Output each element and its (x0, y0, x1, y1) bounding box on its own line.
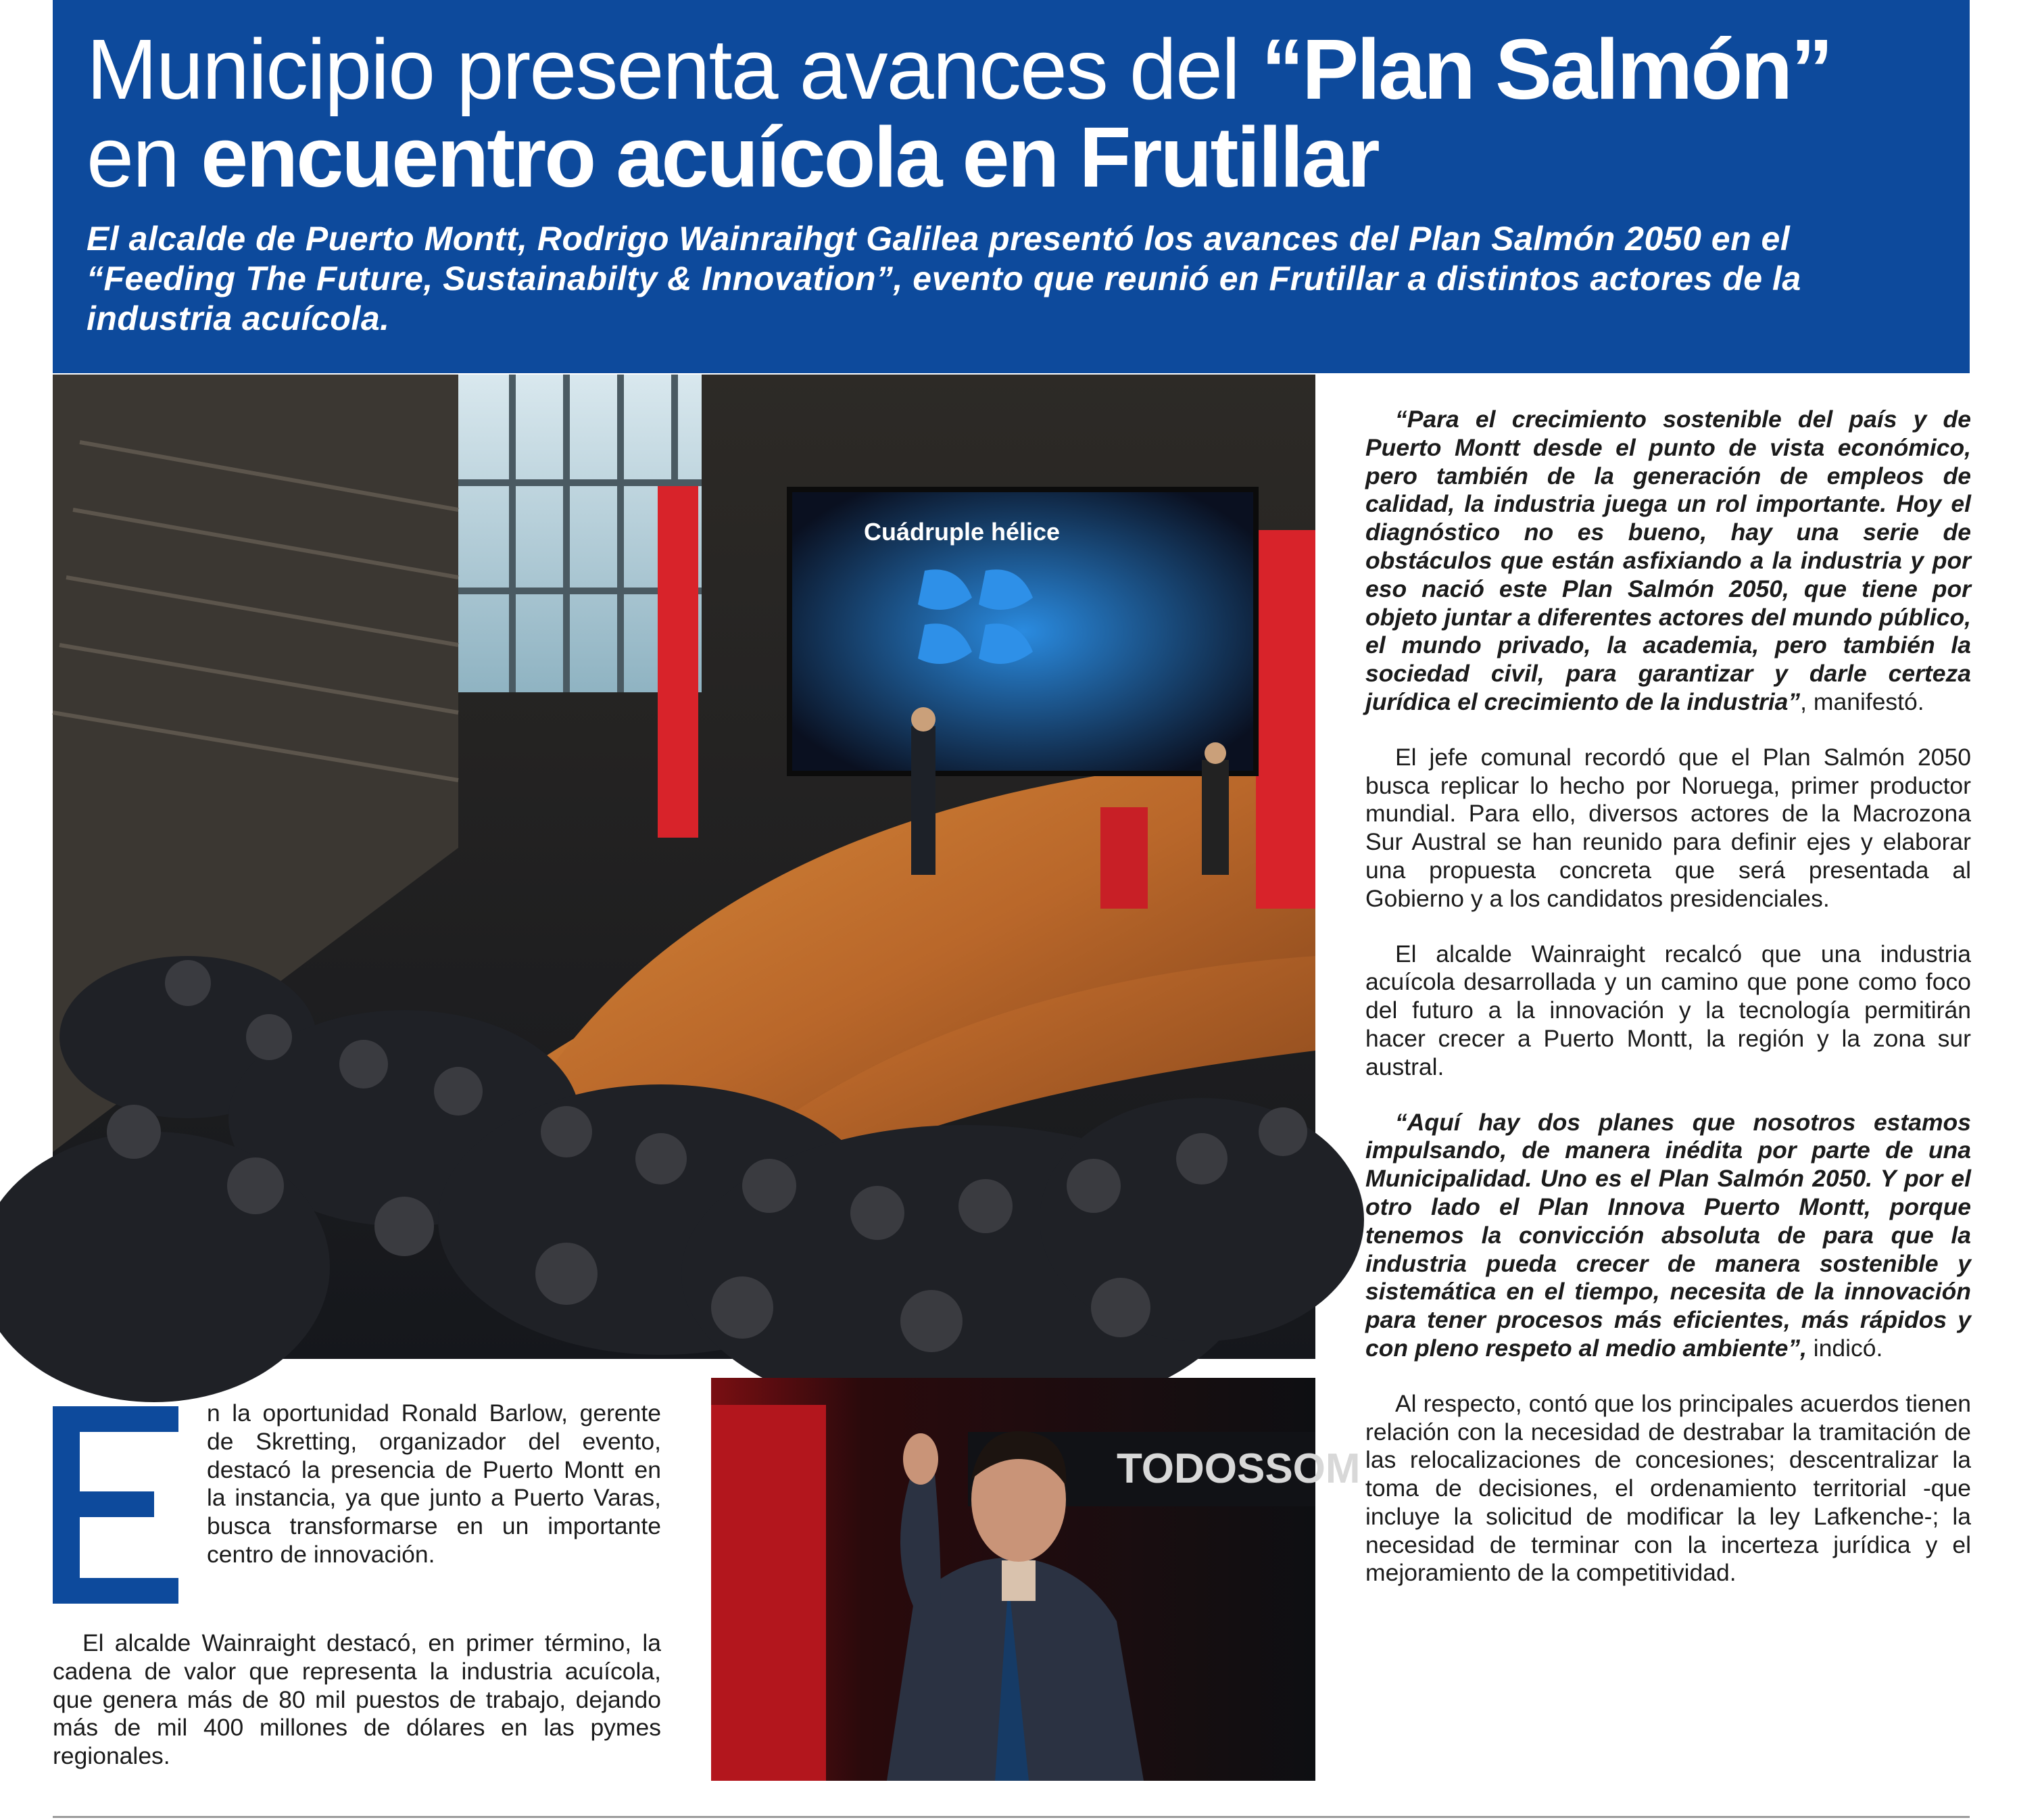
screen-title: Cuádruple hélice (864, 518, 1061, 546)
subheadline: El alcalde de Puerto Montt, Rodrigo Wainraihgt Galilea presentó los avances del Plan Salmón 2050 en el “Feeding The Future, Sustainabilty & Innovation”, evento que reunió en Frutillar a distintos actores de la industria acuícola. (87, 220, 1801, 337)
speaker-photo (711, 1378, 1361, 1781)
article-header (53, 0, 1970, 373)
paragraph: “Aquí hay dos planes que nosotros estamos impulsando, de manera inédita por parte de una Municipalidad. Uno es el Plan Salmón 2050. Y por el otro lado el Plan Innova Puerto Montt, porque tenemos la convicción absoluta de para que la industria pueda crecer de manera sostenible y sistemática en el tiempo, necesita de la innovación para tener procesos más eficientes, más rápidos y con pleno respeto al medio ambiente”, indicó. (1365, 1108, 1971, 1362)
headline: Municipio presenta avances del “Plan Salmón” en encuentro acuícola en Frutillar (87, 22, 1832, 205)
paragraph: Al respecto, contó que los principales acuerdos tienen relación con la necesidad de destrabar la tramitación de las relocalizaciones de concesiones; descentralizar la toma de decisiones, el ordenamiento territorial -que incluye la solicitud de modificar la ley Lafkenche-; la necesidad de terminar con la incerteza jurídica y el mejoramiento de la competitividad. (1365, 1389, 1971, 1587)
right-column (1365, 406, 1971, 1614)
lead-paragraph: n la oportunidad Ronald Barlow, gerente de Skretting, organizador del evento, destacó la presencia de Puerto Montt en la instancia, ya que junto a Puerto Varas, busca transformarse en un importante centro de innovación. (207, 1399, 661, 1568)
paragraph: El alcalde Wainraight destacó, en primer término, la cadena de valor que representa la industria acuícola, que genera más de 80 mil puestos de trabajo, dejando más de mil 400 millones de dólares en las pymes regionales. (53, 1629, 661, 1770)
left-column (53, 1399, 661, 1771)
dropcap-letter (53, 1406, 178, 1604)
event-auditorium-photo (53, 375, 1315, 1359)
paragraph: El alcalde Wainraight recalcó que una industria acuícola desarrollada y un camino que pone como foco del futuro a la innovación y la tecnología permitirán hacer crecer a Puerto Montt, la región y la zona sur austral. (1365, 940, 1971, 1080)
backdrop-text: TODOSSOM (1117, 1445, 1361, 1492)
bottom-rule (53, 1816, 1970, 1818)
paragraph: “Para el crecimiento sostenible del país y de Puerto Montt desde el punto de vista económico, pero también de la generación de empleos de calidad, la industria juega un rol importante. Hoy el diagnóstico no es bueno, hay una serie de obstáculos que están asfixiando a la industria y por eso nació este Plan Salmón 2050, que tiene por objeto juntar a diferentes actores del mundo público, el mundo privado, la academia, pero también la sociedad civil, para garantizar y darle certeza jurídica el crecimiento de la industria”, manifestó. (1365, 406, 1971, 715)
paragraph: El jefe comunal recordó que el Plan Salmón 2050 busca replicar lo hecho por Noruega, primer productor mundial. Para ello, diversos actores de la Macrozona Sur Austral se han reunido para definir ejes y elaborar una propuesta concreta que será presentada al Gobierno y a los candidatos presidenciales. (1365, 743, 1971, 912)
